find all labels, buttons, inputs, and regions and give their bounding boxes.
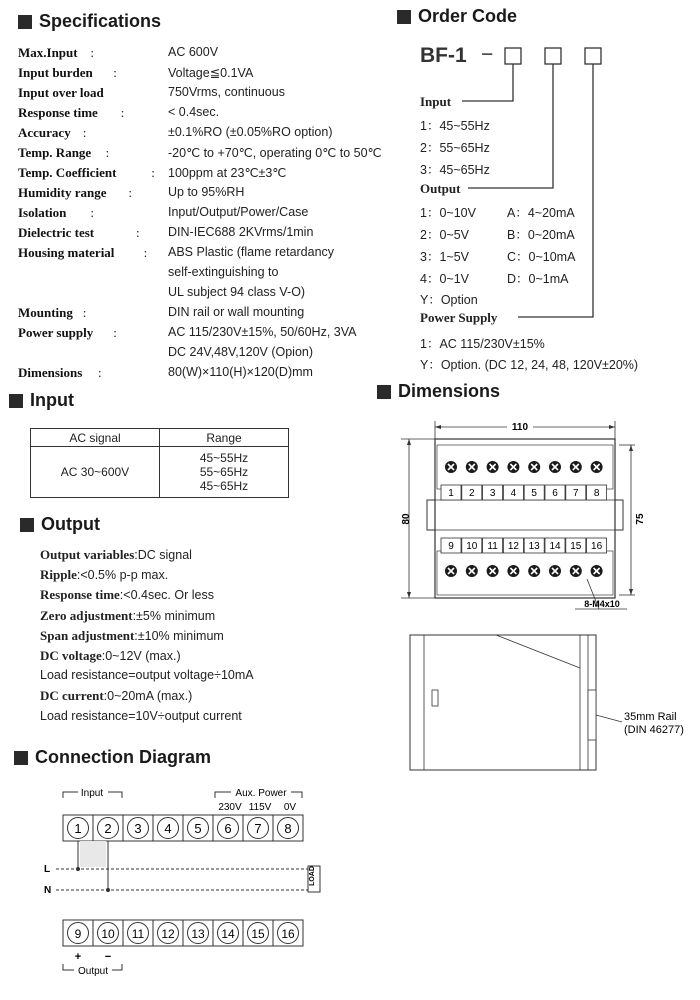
- dim-terminal-number: 3: [489, 488, 496, 499]
- spec-separator: :: [128, 185, 133, 200]
- dimension-depth: 75: [635, 513, 646, 525]
- spec-label: Input burden: [18, 65, 93, 80]
- dimensions-heading: Dimensions: [377, 381, 500, 402]
- output-line: [40, 709, 242, 723]
- dim-terminal-number: 15: [570, 541, 582, 552]
- order-code-box-input: [505, 48, 521, 64]
- dim-terminal-number: 4: [510, 488, 517, 499]
- spec-label: Temp. Range: [18, 145, 92, 160]
- connection-plus: +: [74, 951, 82, 963]
- order-input-label: Input: [420, 94, 452, 109]
- spec-separator: :: [120, 105, 125, 120]
- terminal-number: 1: [74, 821, 82, 836]
- spec-value: DIN rail or wall mounting: [168, 305, 305, 319]
- input-table-header: AC signal: [31, 429, 160, 447]
- terminal-number: 5: [194, 821, 202, 836]
- order-code-model: BF-1: [420, 44, 467, 67]
- dimension-width: 110: [511, 422, 529, 433]
- dim-terminal-number: 12: [507, 541, 519, 552]
- output-line-sep: :: [76, 568, 81, 583]
- spec-separator: :: [90, 205, 95, 220]
- output-line-sep: :: [101, 649, 106, 663]
- order-code-heading: Order Code: [397, 6, 517, 27]
- connection-aux-0v: 0V: [283, 802, 297, 813]
- spec-separator: :: [105, 145, 110, 160]
- spec-label: Isolation: [18, 205, 67, 220]
- input-table-row: [31, 447, 289, 498]
- input-range: 55~65Hz: [199, 465, 249, 479]
- order-input-option: 1：45~55Hz: [420, 119, 490, 133]
- spec-value: ABS Plastic (flame retardancy: [168, 245, 335, 259]
- connection-line-n-label: N: [44, 885, 52, 896]
- output-line-sep: :: [119, 588, 124, 603]
- input-table-header-row: [31, 429, 289, 447]
- output-line-sep: :: [134, 628, 138, 643]
- terminal-number: 14: [221, 927, 235, 941]
- spec-value: AC 115/230V±15%, 50/60Hz, 3VA: [168, 325, 357, 339]
- spec-value: 80(W)×110(H)×120(D)mm: [168, 365, 313, 379]
- section-square-icon: [20, 518, 34, 532]
- order-output-option: 2：0~5V: [420, 228, 469, 242]
- dim-terminal-number: 1: [448, 488, 454, 499]
- terminal-number: 12: [161, 927, 175, 941]
- terminal-number: 8: [284, 821, 292, 836]
- spec-value: DC 24V,48V,120V (Opion): [168, 345, 314, 359]
- order-output-option-y: Y：Option: [420, 293, 478, 307]
- dim-terminal-number: 2: [469, 488, 475, 499]
- spec-separator: :: [82, 125, 87, 140]
- connection-shade: [80, 841, 106, 867]
- order-output-option: C：0~10mA: [507, 250, 576, 264]
- order-power-option-1: 1：AC 115/230V±15%: [420, 337, 545, 351]
- output-line-value: ±5% minimum: [136, 608, 216, 623]
- spec-value: -20℃ to +70℃, operating 0℃ to 50℃: [168, 146, 382, 160]
- spec-separator: :: [82, 305, 87, 320]
- section-square-icon: [18, 15, 32, 29]
- order-output-option: 3：1~5V: [420, 250, 469, 264]
- output-line-value: Load resistance=output voltage÷10mA: [40, 668, 254, 683]
- connection-line-l-label: L: [44, 864, 51, 875]
- input-heading: Input: [9, 390, 74, 411]
- output-line-value: DC signal: [137, 548, 192, 562]
- order-code-box-output: [545, 48, 561, 64]
- output-line-label: DC current: [40, 688, 104, 704]
- terminal-number: 11: [131, 927, 145, 941]
- spec-value: self-extinguishing to: [168, 265, 279, 279]
- section-square-icon: [9, 394, 23, 408]
- input-table-header: Range: [160, 429, 289, 447]
- output-line: [40, 547, 192, 563]
- spec-value: AC 600V: [168, 45, 219, 59]
- terminal-number: 13: [191, 927, 205, 941]
- terminal-number: 3: [134, 821, 142, 836]
- rail-label-line-2: (DIN 46277): [624, 724, 684, 736]
- spec-label: Mounting: [18, 305, 73, 320]
- spec-value: ±0.1%RO (±0.05%RO option): [168, 125, 333, 139]
- order-output-option: 1：0~10V: [420, 206, 476, 220]
- input-table-signal: AC 30~600V: [31, 447, 160, 498]
- spec-value: Voltage≦0.1VA: [168, 66, 254, 80]
- connection-aux-230v: 230V: [218, 802, 242, 813]
- dim-terminal-number: 8: [593, 488, 600, 499]
- spec-value: 100ppm at 23℃±3℃: [168, 166, 287, 180]
- spec-separator: :: [113, 65, 117, 80]
- output-line-value: 0~12V (max.): [105, 649, 181, 663]
- input-table-ranges: [160, 447, 289, 498]
- dim-terminal-number: 11: [487, 541, 498, 552]
- dim-terminal-number: 10: [466, 541, 478, 552]
- terminal-number: 2: [104, 821, 112, 836]
- dim-terminal-number: 13: [528, 541, 540, 552]
- spec-separator: :: [90, 45, 95, 60]
- output-line: [40, 567, 168, 583]
- output-line-label: Response time: [40, 587, 120, 603]
- spec-separator: :: [113, 325, 117, 340]
- input-table: [30, 428, 289, 498]
- output-heading: Output: [20, 514, 100, 535]
- spec-separator: :: [151, 165, 155, 180]
- spec-value: DIN-IEC688 2KVrms/1min: [168, 225, 314, 239]
- order-output-label: Output: [420, 181, 461, 196]
- output-line-value: Load resistance=10V÷output current: [40, 708, 242, 723]
- output-line: [40, 587, 214, 603]
- order-input-option: 2：55~65Hz: [420, 141, 490, 155]
- spec-label: Housing material: [18, 245, 115, 260]
- connection-minus: −: [104, 951, 112, 963]
- output-line-value: ±10% minimum: [137, 628, 224, 643]
- output-line: [40, 668, 254, 682]
- terminal-number: 6: [224, 821, 232, 836]
- order-output-option: 4：0~1V: [420, 272, 469, 286]
- order-power-option-y: Y：Option. (DC 12, 24, 48, 120V±20%): [420, 358, 639, 372]
- terminal-number: 10: [101, 927, 115, 941]
- terminal-number: 15: [251, 927, 265, 941]
- dim-terminal-number: 9: [448, 541, 454, 552]
- spec-value: < 0.4sec.: [168, 105, 220, 119]
- spec-value: UL subject 94 class V-O): [168, 285, 306, 299]
- connection-output-label: Output: [77, 966, 109, 977]
- spec-label: Dimensions: [18, 365, 83, 380]
- section-square-icon: [377, 385, 391, 399]
- output-line: [40, 628, 224, 644]
- connection-diagram: [30, 780, 330, 985]
- dimensions-front-view: [395, 415, 655, 620]
- output-line-sep: :: [134, 548, 138, 562]
- spec-value: Input/Output/Power/Case: [168, 205, 309, 219]
- dim-terminal-number: 5: [531, 488, 537, 499]
- order-output-option: B：0~20mA: [507, 228, 575, 242]
- output-line-label: Span adjustment: [40, 627, 135, 643]
- order-code-box-power: [585, 48, 601, 64]
- spec-value: Up to 95%RH: [168, 185, 245, 199]
- terminal-number: 7: [254, 821, 262, 836]
- dimension-height: 80: [401, 513, 412, 525]
- spec-separator: :: [143, 245, 148, 260]
- section-square-icon: [14, 751, 28, 765]
- output-line: [40, 608, 215, 624]
- spec-value: 750Vrms, continuous: [168, 85, 285, 99]
- spec-label: Accuracy: [18, 125, 71, 140]
- input-range: 45~55Hz: [199, 451, 249, 465]
- order-output-option: A：4~20mA: [507, 206, 575, 220]
- order-output-option: D：0~1mA: [507, 272, 569, 286]
- output-line-value: <0.5% p-p max.: [80, 568, 169, 583]
- output-line-sep: :: [132, 608, 137, 623]
- connection-aux-power-label: Aux. Power: [235, 788, 287, 799]
- spec-label: Dielectric test: [18, 225, 95, 240]
- spec-label: Humidity range: [18, 185, 107, 200]
- dim-terminal-number: 6: [552, 488, 558, 499]
- connection-heading: Connection Diagram: [14, 747, 211, 768]
- terminal-number: 9: [74, 927, 82, 941]
- terminal-number: 4: [164, 821, 172, 836]
- output-line-sep: :: [103, 689, 108, 704]
- order-power-label: Power Supply: [420, 310, 498, 325]
- connection-input-label: Input: [80, 788, 104, 799]
- rail-label-line-1: 35mm Rail: [624, 711, 677, 723]
- connection-load-label: LOAD: [309, 866, 316, 886]
- dim-terminal-number: 16: [591, 541, 603, 552]
- output-line-label: Zero adjustment: [40, 607, 133, 623]
- dim-terminal-number: 7: [573, 488, 579, 499]
- spec-separator: :: [98, 365, 102, 380]
- order-code-dash: −: [481, 43, 494, 66]
- spec-label: Max.Input: [18, 45, 78, 60]
- output-line: [40, 688, 192, 704]
- dimensions-side-view: [400, 630, 690, 780]
- spec-separator: :: [136, 225, 140, 240]
- output-line-label: Ripple: [40, 567, 77, 583]
- output-line-value: <0.4sec. Or less: [123, 588, 214, 603]
- spec-label: Temp. Coefficient: [18, 165, 117, 180]
- section-square-icon: [397, 10, 411, 24]
- spec-label: Power supply: [18, 325, 94, 340]
- spec-label: Input over load: [18, 85, 104, 100]
- terminal-number: 16: [281, 927, 295, 941]
- dimension-screw-label: 8-M4x10: [584, 599, 620, 609]
- output-line-value: 0~20mA (max.): [107, 689, 193, 704]
- output-line: [40, 648, 181, 664]
- connection-aux-115v: 115V: [248, 802, 272, 813]
- input-range: 45~65Hz: [199, 479, 249, 493]
- output-line-label: Output variables: [40, 547, 135, 562]
- dim-terminal-number: 14: [549, 541, 561, 552]
- order-input-option: 3：45~65Hz: [420, 163, 490, 177]
- spec-label: Response time: [18, 105, 98, 120]
- specifications-heading: Specifications: [18, 11, 161, 32]
- output-line-label: DC voltage: [40, 648, 102, 663]
